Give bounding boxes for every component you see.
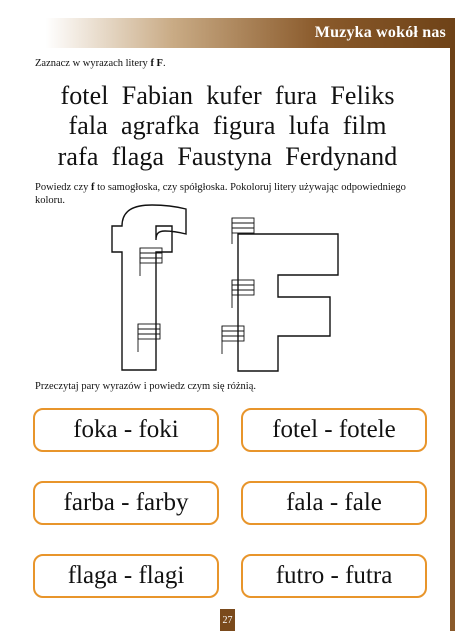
word-line-3: rafa flaga Faustyna Ferdynand xyxy=(57,142,398,171)
page-title: Muzyka wokół nas xyxy=(314,24,446,41)
exercise2-instruction: Powiedz czy f to samogłoska, czy spółgłoska. Pokoloruj litery używając odpowiedniego koloru. xyxy=(35,182,406,206)
word-pair-box: fala - fale xyxy=(241,481,427,525)
coloring-letters xyxy=(110,204,350,376)
letter-F-uppercase[interactable] xyxy=(238,234,338,371)
word-pair-box: foka - foki xyxy=(33,408,219,452)
page-number: 27 xyxy=(220,609,235,631)
word-pair-box: flaga - flagi xyxy=(33,554,219,598)
word-line-1: fotel Fabian kufer fura Feliks xyxy=(60,81,395,110)
word-pair-box: futro - futra xyxy=(241,554,427,598)
word-pair-box: farba - farby xyxy=(33,481,219,525)
exercise1-instruction: Zaznacz w wyrazach litery f F. xyxy=(35,58,166,69)
letter-f-lowercase[interactable] xyxy=(112,205,186,370)
exercise3-instruction: Przeczytaj pary wyrazów i powiedz czym się różnią. xyxy=(35,381,256,392)
word-line-2: fala agrafka figura lufa film xyxy=(68,111,387,140)
word-pair-box: fotel - fotele xyxy=(241,408,427,452)
